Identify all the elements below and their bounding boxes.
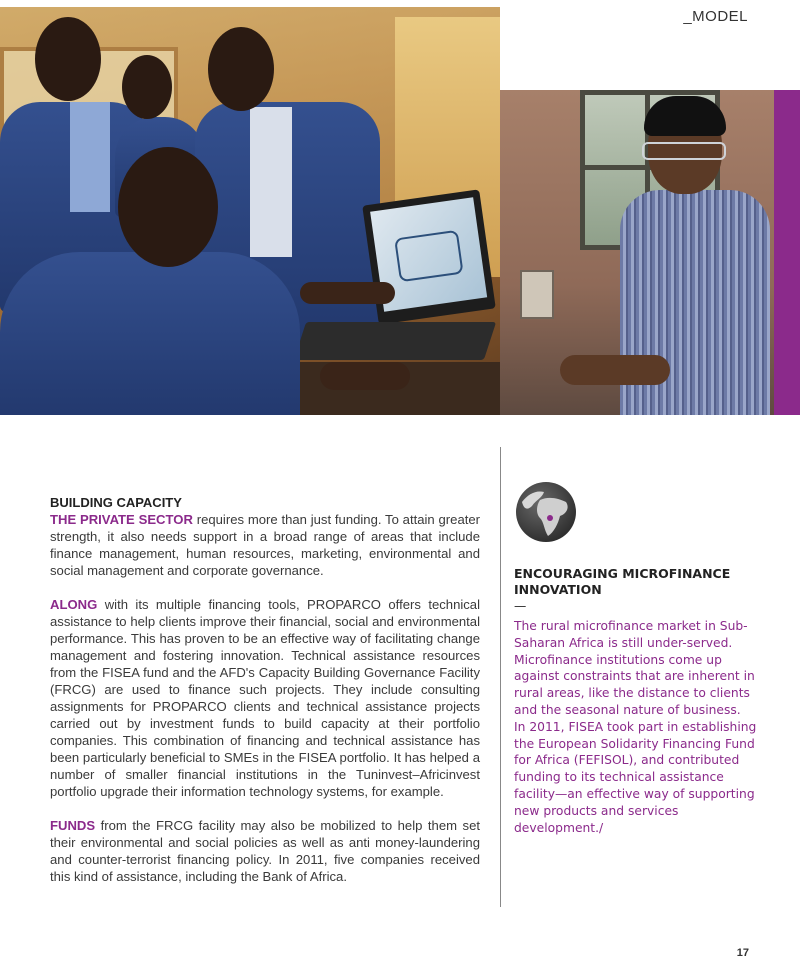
paragraph-lead: ALONG: [50, 597, 98, 612]
paragraph-text: with its multiple financing tools, PROPARCO offers technical assistance to help clients improve their financial, social and environmental performance. This has proven to be an effective way of facilitating change management and fostering innovation. Technical assistance resources from the FISEA fund and the AFD's Capacity Building Governance Facility (FRCG) are used to finance such projects. They include consulting assignments for PROPARCO clients and technical assistance projects carried out by investment funds to build capacity at their portfolio companies. This combination of financing and technical assistance has been particularly beneficial to SMEs in the FISEA portfolio. It has helped a number of smaller financial institutions in the Tuninvest–Africinvest portfolio upgrade their information technology systems, for example.: [50, 597, 480, 799]
sidebar-paragraph: The rural microfinance market in Sub-Saharan Africa is still under-served. Microfinance institutions come up against constraints that are inherent in rural areas, like the distance to clients and the seasonal nature of business.: [514, 619, 755, 717]
page-number: 17: [736, 947, 749, 959]
paragraph-text: requires more than just funding. To attain greater strength, it also needs support in a broad range of areas that include finance management, human resources, marketing, environmental and social management and corporate governance.: [50, 512, 481, 578]
sidebar-heading: ENCOURAGING MICROFINANCE INNOVATION: [514, 566, 731, 597]
photo-workshop-man: [500, 90, 800, 415]
paragraph-text: from the FRCG facility may also be mobilized to help them set their environmental and social policies as well as anti money-laundering and counter-terrorist financing policy. In 2011, five companies received this kind of assistance, including the Bank of Africa.: [50, 818, 480, 884]
article-paragraph: [50, 511, 480, 579]
sidebar-paragraph: In 2011, FISEA took part in establishing the European Solidarity Financing Fund for Africa (FEFISOL), and contributed funding to its technical assistance facility—an effective way of supporting new products and services development./: [514, 719, 757, 835]
sidebar-box: [514, 566, 764, 836]
article-paragraph: [50, 817, 480, 885]
sidebar-dash: —: [514, 599, 527, 613]
paragraph-lead: THE PRIVATE SECTOR: [50, 512, 193, 527]
article-paragraph: [50, 596, 480, 800]
column-divider: [500, 447, 501, 907]
section-tag: _MODEL: [683, 8, 748, 25]
globe-icon: [514, 480, 578, 544]
paragraph-lead: FUNDS: [50, 818, 96, 833]
article-heading: BUILDING CAPACITY: [50, 495, 182, 510]
article-main: [50, 495, 480, 902]
photo-students-laptop: [0, 7, 500, 415]
